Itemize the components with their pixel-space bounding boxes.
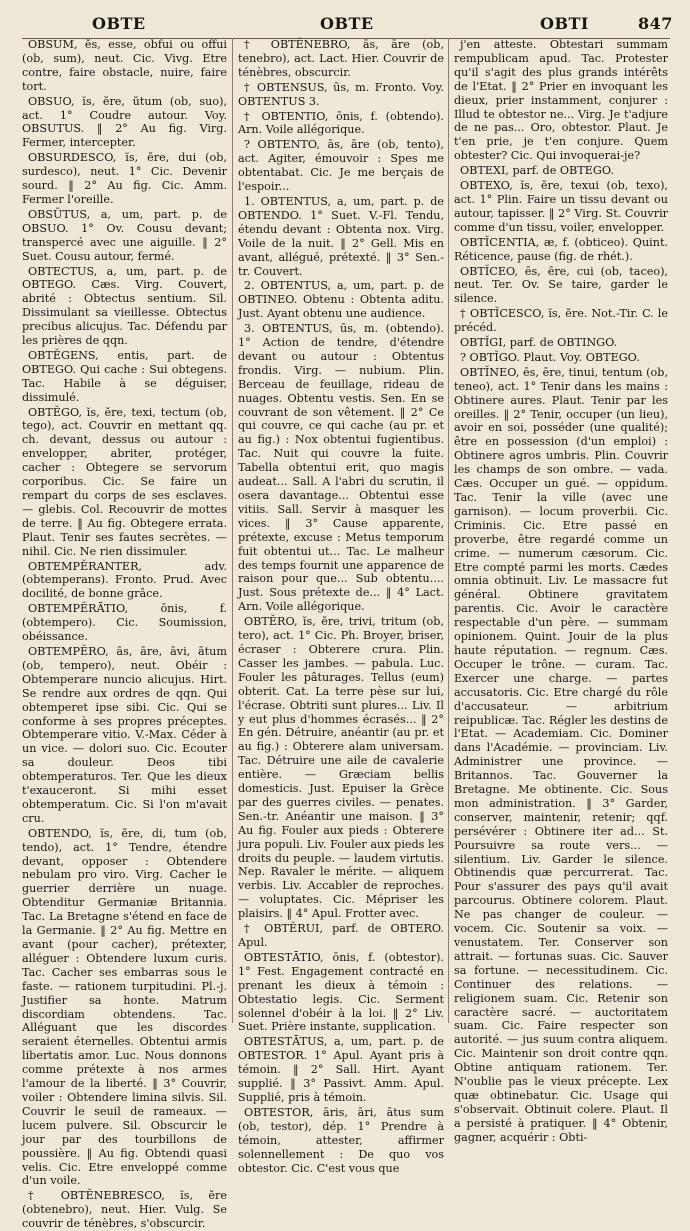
center-headword: OBTE: [320, 14, 374, 33]
dictionary-entry: OBTEXI, parf. de OBTEGO.: [460, 164, 614, 178]
dictionary-entry: 3. OBTENTUS, ūs, m. (obtendo). 1° Action de tendre, d'étendre devant ou autour : Obtentus frondis. Virg. — nubium. Plin. Berceau de feuillage, rideau de nuages. Obtentu vestis. Sen. En se couvrant de son vêtement. ‖ 2° Ce qui couvre, ce qui cache (au pr. et au fig.) : Nox obtentui fugientibus. Tac. Nuit qui couvre la fuite. Tabella obtentui erit, quo magis audeat... Sall. A l'abri du scrutin, il osera davantage... Obtentui esse vitiis. Sall. Servir à masquer les vices. ‖ 3° Cause apparente, prétexte, excuse : Metus temporum fuit obtentui ut... Tac. Le malheur des temps fournit une apparence de raison pour que... Sub obtentu.... Just. Sous prétexte de... ‖ 4° Lact. Arn. Voile allégorique.: [238, 322, 444, 614]
dictionary-entry: OBTENDO, ĭs, ĕre, di, tum (ob, tendo), act. 1° Tendre, étendre devant, opposer : Obtendere nebulam pro viro. Virg. Cacher le guerrier derrière un nuage. Obtenditur Germaniæ Britannia. Tac. La Bretagne s'étend en face de la Germanie. ‖ 2° Au fig. Mettre en avant (pour cacher), prétexter, alléguer : Obtendere luxum curis. Tac. Cacher ses embarras sous le faste. — rationem turpitudini. Pl.-j. Justifier sa honte. Matrum discordiam obtendens. Tac. Alléguant que les discordes seraient éternelles. Obtentui armis libertatis amor. Luc. Nous donnons comme prétexte à nos armes l'amour de la liberté. ‖ 3° Couvrir, voiler : Obtendere limina silvis. Sil. Couvrir le seuil de rameaux. — lucem pulvere. Sil. Obscurcir le jour par des tourbillons de poussière. ‖ Au fig. Obtendi quasi velis. Cic. Etre enveloppé comme d'un voile.: [22, 826, 227, 1188]
dictionary-entry: † OBTENSUS, ūs, m. Fronto. Voy. OBTENTUS 3.: [238, 80, 444, 108]
dictionary-entry: OBTĬCENTIA, æ, f. (obticeo). Quint. Réticence, pause (fig. de rhét.).: [454, 235, 668, 263]
dictionary-entry: OBSUO, ĭs, ĕre, ŭtum (ob, suo), act. 1° Coudre autour. Voy. OBSUTUS. ‖ 2° Au fig. Virg. Fermer, intercepter.: [22, 94, 227, 150]
dictionary-entry: OBSUM, ĕs, esse, obfui ou offui (ob, sum), neut. Cic. Viᴠg. Etre contre, faire obstacle, nuire, faire tort.: [22, 38, 227, 93]
page-number: 847: [638, 14, 673, 33]
dictionary-entry: OBTESTĀTUS, a, um, part. p. de OBTESTOR. 1° Apul. Ayant pris à témoin. ‖ 2° Sall. Hirt. Ayant supplié. ‖ 3° Passivt. Amm. Apul. Supplié, pris à témoin.: [238, 1035, 444, 1104]
dictionary-entry: OBTEXO, ĭs, ĕre, texui (ob, texo), act. 1° Plin. Faire un tissu devant ou autour, tapisser. ‖ 2° Virg. St. Couvrir comme d'un tissu, voiler, envelopper.: [454, 179, 668, 234]
dictionary-entry: † OBTĔRUI, parf. de OBTERO. Apul.: [238, 922, 444, 949]
dictionary-entry: OBTECTUS, a, um, part. p. de OBTEGO. Cæs. Virg. Couvert, abrité : Obtectus sentium. Sil. Dissimulant sa vieillesse. Obtectus precibus alicujus. Tac. Défendu par les prières de qqn.: [22, 264, 227, 348]
dictionary-entry: † OBTĔNEBRO, ās, āre (ob, tenebro), act. Lact. Hier. Couvrir de ténèbres, obscurcir.: [238, 38, 444, 79]
dictionary-entry: OBTEMPĔRANTER, adv. (obtemperans). Fronto. Prud. Avec docilité, de bonne grâce.: [22, 559, 227, 601]
column-divider: [232, 38, 233, 1023]
dictionary-entry: OBTĬNEO, ēs, ēre, tinui, tentum (ob, teneo), act. 1° Tenir dans les mains : Obtinere aures. Plaut. Tenir par les oreilles. ‖ 2° Tenir, occuper (un lieu), avoir en soi, posséder (une qualité); être en possession (d'un emploi) : Obtinere agros umbris. Plin. Couvrir les champs de son ombre. — vada. Cæs. Occuper un gué. — oppidum. Tac. Tenir la ville (avec une garnison). — locum proverbii. Cic. Criminis. Cic. Etre passé en proverbe, être regardé comme un crime. — numerum cæsorum. Cic. Etre compté parmi les morts. Cædes omnia obtinuit. Liv. Le massacre fut général. Obtinere gravitatem parentis. Cic. Avoir le caractère respectable d'un père. — summam opinionem. Quint. Jouir de la plus haute réputation. — regnum. Cæs. Occuper le trône. — curam. Tac. Exercer une charge. — partes accusatoris. Cic. Etre chargé du rôle d'accusateur. — arbitrium reipublicæ. Tac. Régler les destins de l'Etat. — Academiam. Cic. Dominer dans l'Académie. — provinciam. Liv. Administrer une province. — Britannos. Tac. Gouverner la Bretagne. Me obtinente. Cic. Sous mon administration. ‖ 3° Garder, conserver, maintenir, retenir; qqf. persévérer : Obtinere iter ad... St. Poursuivre sa route vers... — silentium. Liv. Garder le silence. Obtinendis quæ percurrerat. Tac. Pour s'assurer des pays qu'il avait parcourus. Obtinere colorem. Plaut. Ne pas changer de couleur. — vocem. Cic. Soutenir sa voix. — venustatem. Ter. Conserver son attrait. — fortunas suas. Cic. Sauver sa fortune. — necessitudinem. Cic. Continuer des relations. — religionem suam. Cic. Retenir son caractère sacré. — auctoritatem suam. Cic. Faire respecter son autorité. — jus suum contra aliquem. Cic. Maintenir son droit contre qqn. Obtine antiquam rationem. Ter. N'oublie pas le vieux précepte. Lex quæ obtinebatur. Cic. Usage qui s'observait. Obtinuit colere. Plaut. Il a persisté à pratiquer. ‖ 4° Obtenir, gagner, acquérir : Obti-: [454, 365, 668, 1144]
dictionary-entry: OBTĔGO, ĭs, ĕre, texi, tectum (ob, tego), act. Couvrir en mettant qq. ch. devant, dessus ou autour : envelopper, abriter, protéger, cacher : Obtegere se servorum corporibus. Cic. Se faire un rempart du corps de ses esclaves. — glebis. Col. Recouvrir de mottes de terre. ‖ Au fig. Obtegere errata. Plaut. Tenir ses fautes secrètes. — nihil. Cic. Ne rien dissimuler.: [22, 405, 227, 558]
dictionary-entry: ? OBTĬGO. Plaut. Voy. OBTEGO.: [460, 350, 640, 364]
dictionary-entry: OBSŪTUS, a, um, part. p. de OBSUO. 1° Ov. Cousu devant; transpercé avec une aiguille. ‖ 2° Suet. Cousu autour, fermé.: [22, 207, 227, 263]
dictionary-entry: † OBTENTIO, ōnis, f. (obtendo). Arn. Voile allégorique.: [238, 109, 444, 137]
dictionary-entry: OBTEMPĔRO, ās, āre, āvi, ātum (ob, tempero), neut. Obéir : Obtemperare nuncio alicujus. Hirt. Se rendre aux ordres de qqn. Qui obtemperet ipse sibi. Cic. Qui se conforme à ses propres préceptes. Obtemperare vitio. V.-Max. Céder à un vice. — dolori suo. Cic. Ecouter sa douleur. Deos tibi obtemperaturos. Ter. Que les dieux t'exauceront. Si mihi esset obtemperatum. Cic. Si l'on m'avait cru.: [22, 644, 227, 825]
column-divider: [448, 38, 449, 1023]
dictionary-entry: 1. OBTENTUS, a, um, part. p. de OBTENDO. 1° Suet. V.-Fl. Tendu, étendu devant : Obtenta nox. Virg. Voile de la nuit. ‖ 2° Gell. Mis en avant, allégué, prétexté. ‖ 3° Sen.-tr. Couvert.: [238, 194, 444, 278]
dictionary-entry: † OBTĔNEBRESCO, ĭs, ĕre (obtenebro), neut. Hier. Vulg. Se couvrir de ténèbres, s'obscurcir.: [22, 1189, 227, 1231]
left-headword: OBTE: [92, 14, 146, 33]
dictionary-entry: OBSURDESCO, ĭs, ĕre, dui (ob, surdesco), neut. 1° Cic. Devenir sourd. ‖ 2° Au fig. Cic. Amm. Fermer l'oreille.: [22, 151, 227, 206]
dictionary-entry: OBTĬGI, parf. de OBTINGO.: [460, 336, 618, 350]
column-3: [454, 38, 668, 1144]
dictionary-entry: 2. OBTENTUS, a, um, part. p. de OBTINEO. Obtenu : Obtenta aditu. Just. Ayant obtenu une audience.: [238, 279, 444, 321]
dictionary-entry: OBTĔRO, ĭs, ĕre, trivi, tritum (ob, tero), act. 1° Cic. Ph. Broyer, briser, écraser : Obterere crura. Plin. Casser les jambes. — pabula. Luc. Fouler les pâturages. Tellus (eum) obterit. Cat. La terre pèse sur lui, l'écrase. Obtriti sunt plures... Liv. Il y eut plus d'hommes écrasés... ‖ 2° En gén. Détruire, anéantir (au pr. et au fig.) : Obterere alam universam. Tac. Détruire une aile de cavalerie entière. — Græciam bellis domesticis. Just. Epuiser la Grèce par des guerres civiles. — penates. Sen.-tr. Anéantir une maison. ‖ 3° Au fig. Fouler aux pieds : Obterere jura populi. Liv. Fouler aux pieds les droits du peuple. — laudem virtutis. Nep. Ravaler le mérite. — aliquem verbis. Liv. Accabler de reproches. — voluptates. Cic. Mépriser les plaisirs. ‖ 4° Apul. Frotter avec.: [238, 615, 444, 921]
dictionary-entry: OBTEMPĔRĀTIO, ōnis, f. (obtempero). Cic. Soumission, obéissance.: [22, 602, 227, 644]
dictionary-entry: OBTĬCEO, ēs, ēre, cui (ob, taceo), neut. Ter. Ov. Se taire, garder le silence.: [454, 264, 668, 306]
dictionary-entry: OBTESTOR, āris, āri, ātus sum (ob, testor), dép. 1° Prendre à témoin, attester, affirmer solennellement : De quo vos obtestor. Cic. C'est vous que: [238, 1105, 444, 1175]
dictionary-entry: † OBTĬCESCO, ĭs, ĕre. Not.-Tir. C. le précéd.: [454, 307, 668, 335]
dictionary-entry: OBTĔGENS, entis, part. de OBTEGO. Qui cache : Sui obtegens. Tac. Habile à se déguiser, dissimulé.: [22, 348, 227, 404]
running-header: [0, 14, 690, 36]
dictionary-entry: j'en atteste. Obtestari summam rempublicam apud. Tac. Protester qu'il s'agit des plus grands intérêts de l'Etat. ‖ 2° Prier en invoquant les dieux, prier instamment, conjurer : Illud te obtestor ne... Virg. Je t'adjure de ne pas... Oro, obtestor. Plaut. Je t'en prie, je t'en conjure. Quem obtester? Cic. Qui invoquerai-je?: [454, 38, 668, 163]
right-headword: OBTI: [540, 14, 589, 33]
dictionary-entry: OBTESTĀTIO, ōnis, f. (obtestor). 1° Fest. Engagement contracté en prenant les dieux à témoin : Obtestatio legis. Cic. Serment solennel d'obéir à la loi. ‖ 2° Liv. Suet. Prière instante, supplication.: [238, 950, 444, 1034]
column-2: [238, 38, 444, 1175]
dictionary-entry: ? OBTENTO, ās, āre (ob, tento), act. Agiter, émouvoir : Spes me obtentabat. Cic. Je me berçais de l'espoir...: [238, 138, 444, 194]
column-1: [22, 38, 227, 1231]
